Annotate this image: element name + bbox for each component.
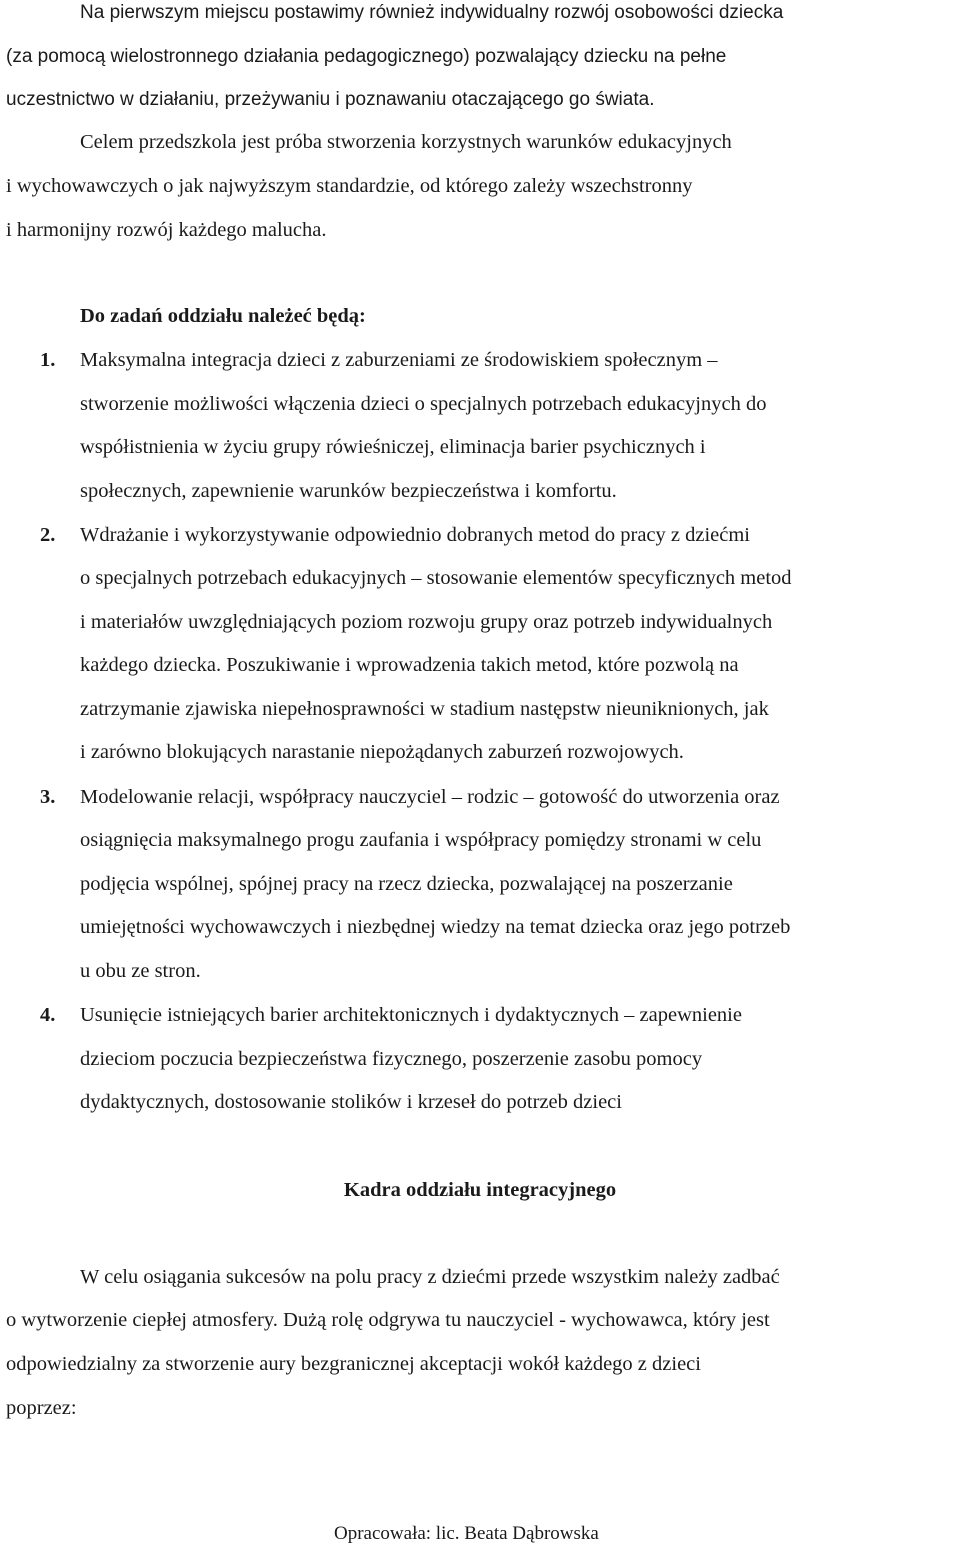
intro-line: (za pomocą wielostronnego działania pedagogicznego) pozwalający dziecku na pełne	[6, 46, 727, 67]
task-line: Modelowanie relacji, współpracy nauczyciel – rodzic – gotowość do utworzenia oraz	[80, 786, 780, 808]
staff-line: W celu osiągania sukcesów na polu pracy z dziećmi przede wszystkim należy zadbać	[80, 1266, 780, 1288]
task-line: i materiałów uwzględniających poziom rozwoju grupy oraz potrzeb indywidualnych	[80, 611, 773, 633]
task-line: osiągnięcia maksymalnego progu zaufania i współpracy pomiędzy stronami w celu	[80, 829, 762, 851]
task-number: 3.	[40, 786, 56, 808]
staff-line: o wytworzenie ciepłej atmosfery. Dużą rolę odgrywa tu nauczyciel - wychowawca, który jest	[6, 1309, 770, 1331]
tasks-heading: Do zadań oddziału należeć będą:	[80, 305, 366, 327]
task-line: u obu ze stron.	[80, 960, 201, 982]
staff-heading: Kadra oddziału integracyjnego	[343, 1179, 617, 1201]
footer-author: Opracowała: lic. Beata Dąbrowska	[334, 1523, 599, 1544]
task-line: dzieciom poczucia bezpieczeństwa fizycznego, poszerzenie zasobu pomocy	[80, 1048, 703, 1070]
goal-line: i wychowawczych o jak najwyższym standardzie, od którego zależy wszechstronny	[6, 175, 693, 197]
task-number: 2.	[40, 524, 56, 546]
task-line: Maksymalna integracja dzieci z zaburzeniami ze środowiskiem społecznym –	[80, 349, 718, 371]
task-line: stworzenie możliwości włączenia dzieci o specjalnych potrzebach edukacyjnych do	[80, 393, 767, 415]
intro-line: Na pierwszym miejscu postawimy również indywidualny rozwój osobowości dziecka	[80, 2, 784, 23]
task-line: podjęcia wspólnej, spójnej pracy na rzecz dziecka, pozwalającej na poszerzanie	[80, 873, 733, 895]
task-line: Usunięcie istniejących barier architektonicznych i dydaktycznych – zapewnienie	[80, 1004, 742, 1026]
staff-line: odpowiedzialny za stworzenie aury bezgranicznej akceptacji wokół każdego z dzieci	[6, 1353, 701, 1375]
task-number: 1.	[40, 349, 56, 371]
task-line: zatrzymanie zjawiska niepełnosprawności w stadium następstw nieuniknionych, jak	[80, 698, 769, 720]
goal-line: Celem przedszkola jest próba stworzenia korzystnych warunków edukacyjnych	[80, 131, 732, 153]
task-line: Wdrażanie i wykorzystywanie odpowiednio dobranych metod do pracy z dziećmi	[80, 524, 751, 546]
task-line: społecznych, zapewnienie warunków bezpieczeństwa i komfortu.	[80, 480, 617, 502]
staff-line: poprzez:	[6, 1397, 77, 1419]
task-line: dydaktycznych, dostosowanie stolików i krzeseł do potrzeb dzieci	[80, 1091, 622, 1113]
task-line: każdego dziecka. Poszukiwanie i wprowadzenia takich metod, które pozwolą na	[80, 654, 739, 676]
intro-line: uczestnictwo w działaniu, przeżywaniu i poznawaniu otaczającego go świata.	[6, 89, 655, 110]
task-line: współistnienia w życiu grupy rówieśniczej, eliminacja barier psychicznych i	[80, 436, 706, 458]
task-line: umiejętności wychowawczych i niezbędnej wiedzy na temat dziecka oraz jego potrzeb	[80, 916, 791, 938]
task-line: i zarówno blokujących narastanie niepożądanych zaburzeń rozwojowych.	[80, 741, 684, 763]
goal-line: i harmonijny rozwój każdego malucha.	[6, 219, 327, 241]
task-number: 4.	[40, 1004, 56, 1026]
task-line: o specjalnych potrzebach edukacyjnych – stosowanie elementów specyficznych metod	[80, 567, 792, 589]
